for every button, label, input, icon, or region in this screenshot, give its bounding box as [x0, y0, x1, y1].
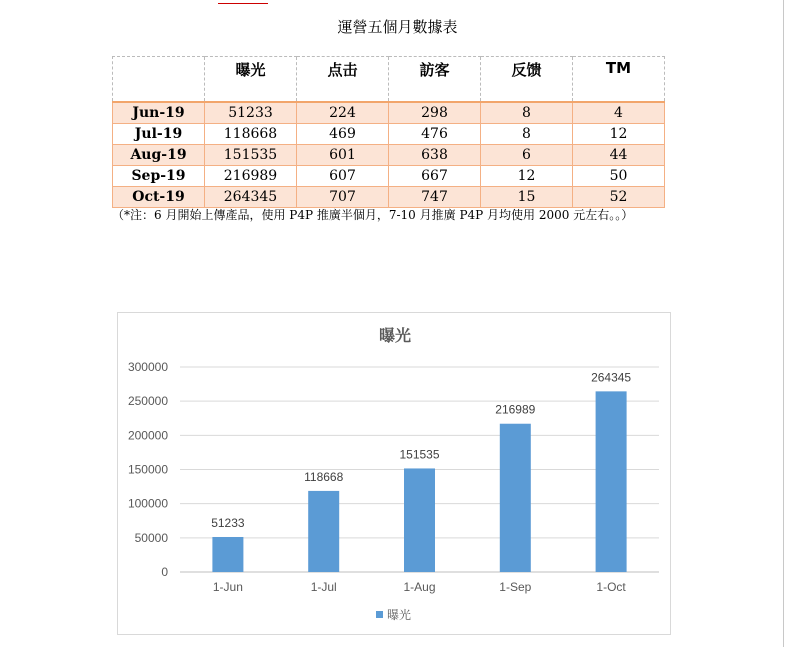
header-cell: 点击 — [297, 57, 389, 103]
y-tick-label: 0 — [161, 565, 168, 579]
value-cell: 707 — [297, 187, 389, 208]
y-tick-label: 250000 — [127, 394, 168, 409]
x-tick-label: 1-Jul — [310, 580, 337, 594]
value-cell: 667 — [389, 166, 481, 187]
table-row — [113, 124, 665, 145]
month-cell: Jun-19 — [113, 102, 205, 124]
table-row — [113, 166, 665, 187]
page-title: 運營五個月數據表 — [337, 18, 458, 36]
y-tick-label: 200000 — [127, 428, 168, 443]
value-cell: 6 — [481, 145, 573, 166]
table-row — [113, 187, 665, 208]
y-tick-label: 300000 — [127, 360, 168, 374]
value-cell: 12 — [573, 124, 665, 145]
data-label: 216989 — [495, 402, 536, 417]
x-tick-label: 1-Sep — [499, 580, 532, 594]
value-cell: 8 — [481, 124, 573, 145]
value-cell: 476 — [389, 124, 481, 145]
legend-label: 曝光 — [387, 608, 412, 622]
bar — [212, 537, 243, 572]
x-tick-label: 1-Jun — [212, 580, 243, 594]
header-cell: 反馈 — [481, 57, 573, 103]
header-cell — [113, 57, 205, 103]
value-cell: 638 — [389, 145, 481, 166]
value-cell: 264345 — [205, 187, 297, 208]
bar — [500, 424, 531, 572]
footnote: （*注：6 月開始上傳產品，使用 P4P 推廣半個月，7-10 月推廣 P4P 月均使用 2000 元左右。。） — [112, 208, 634, 222]
x-tick-label: 1-Oct — [596, 580, 626, 594]
value-cell: 4 — [573, 102, 665, 124]
value-cell: 51233 — [205, 102, 297, 124]
bar — [308, 491, 339, 572]
spellcheck-underline — [218, 3, 268, 4]
value-cell: 8 — [481, 102, 573, 124]
value-cell: 216989 — [205, 166, 297, 187]
chart-title: 曝光 — [378, 328, 412, 345]
value-cell: 469 — [297, 124, 389, 145]
table-row — [113, 102, 665, 124]
bar — [404, 468, 435, 572]
value-cell: 151535 — [205, 145, 297, 166]
month-cell: Sep-19 — [113, 166, 205, 187]
value-cell: 12 — [481, 166, 573, 187]
data-label: 151535 — [399, 447, 440, 462]
header-cell: TM — [573, 57, 665, 103]
value-cell: 298 — [389, 102, 481, 124]
value-cell: 607 — [297, 166, 389, 187]
exposure-bar-chart[interactable] — [117, 312, 671, 635]
y-tick-label: 50000 — [134, 530, 168, 545]
header-cell: 曝光 — [205, 57, 297, 103]
header-cell: 訪客 — [389, 57, 481, 103]
table-header-row — [113, 57, 665, 103]
value-cell: 44 — [573, 145, 665, 166]
legend-swatch — [376, 611, 383, 618]
x-tick-label: 1-Aug — [403, 580, 436, 594]
y-tick-label: 150000 — [127, 462, 168, 477]
data-label: 118668 — [304, 469, 344, 484]
y-tick-label: 100000 — [127, 496, 168, 511]
clipped-text-fragment — [178, 0, 268, 4]
value-cell: 15 — [481, 187, 573, 208]
chart-svg — [118, 313, 672, 636]
value-cell: 601 — [297, 145, 389, 166]
month-cell: Jul-19 — [113, 124, 205, 145]
data-label: 51233 — [211, 515, 245, 530]
value-cell: 224 — [297, 102, 389, 124]
data-label: 264345 — [591, 370, 632, 385]
page-margin-line — [783, 0, 784, 647]
value-cell: 52 — [573, 187, 665, 208]
bar — [596, 391, 627, 572]
value-cell: 50 — [573, 166, 665, 187]
month-cell: Oct-19 — [113, 187, 205, 208]
value-cell: 747 — [389, 187, 481, 208]
data-table — [112, 56, 665, 208]
month-cell: Aug-19 — [113, 145, 205, 166]
table-row — [113, 145, 665, 166]
value-cell: 118668 — [205, 124, 297, 145]
